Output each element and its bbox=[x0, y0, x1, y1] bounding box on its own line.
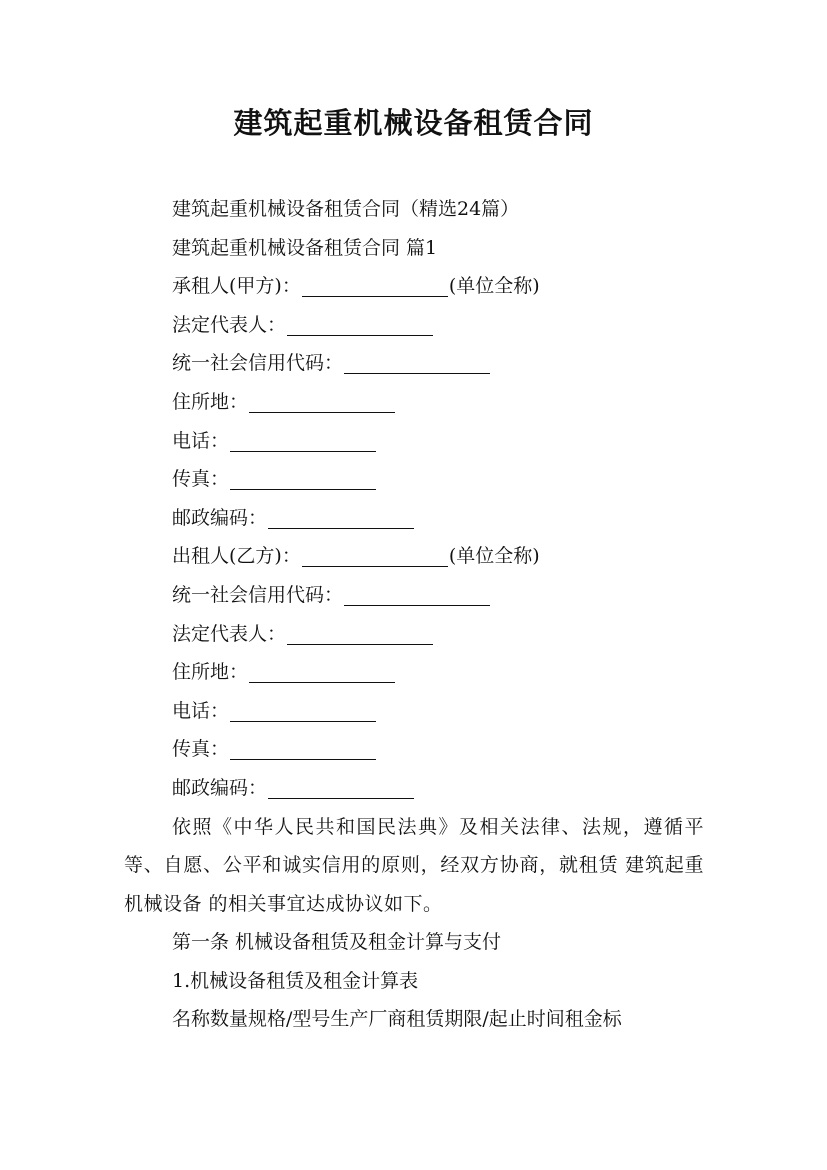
lessee-rep-label: 法定代表人： bbox=[172, 313, 287, 336]
lessee-address-field bbox=[124, 383, 704, 422]
table-header-line: 名称数量规格/型号生产厂商租赁期限/起止时间租金标 bbox=[172, 1008, 622, 1031]
lessee-fax-blank[interactable] bbox=[230, 488, 376, 490]
lessor-credit-label: 统一社会信用代码： bbox=[172, 583, 344, 606]
lessor-postcode-label: 邮政编码： bbox=[172, 776, 268, 799]
lessee-credit-label: 统一社会信用代码： bbox=[172, 352, 344, 375]
document-body bbox=[124, 190, 704, 1039]
line-heading: 建筑起重机械设备租赁合同（精选24篇） bbox=[172, 198, 520, 220]
lessee-fax-field bbox=[124, 460, 704, 499]
lessee-postcode-field bbox=[124, 499, 704, 538]
lessee-suffix: (单位全称) bbox=[448, 275, 540, 298]
lessor-field bbox=[124, 537, 704, 576]
lessor-address-blank[interactable] bbox=[249, 681, 395, 683]
lessor-address-label: 住所地： bbox=[172, 661, 249, 684]
lessee-field bbox=[124, 267, 704, 306]
lessor-blank[interactable] bbox=[302, 565, 448, 567]
intro-paragraph: 依照《中华人民共和国民法典》及相关法律、法规，遵循平等、自愿、公平和诚实信用的原则，经双方协商，就租赁 建筑起重机械设备 的相关事宜达成协议如下。 bbox=[124, 815, 704, 915]
lessor-suffix: (单位全称) bbox=[448, 545, 540, 568]
lessee-fax-label: 传真： bbox=[172, 468, 230, 491]
lessee-address-blank[interactable] bbox=[249, 411, 395, 413]
lessor-postcode-field bbox=[124, 769, 704, 808]
lessor-phone-label: 电话： bbox=[172, 699, 230, 722]
lessee-phone-blank[interactable] bbox=[230, 450, 376, 452]
lessor-rep-blank[interactable] bbox=[287, 643, 433, 645]
article-one-heading: 第一条 机械设备租赁及租金计算与支付 bbox=[172, 931, 502, 954]
lessee-label: 承租人(甲方)： bbox=[172, 275, 301, 298]
lessor-address-field bbox=[124, 653, 704, 692]
lessor-rep-field bbox=[124, 615, 704, 654]
line-section-title: 建筑起重机械设备租赁合同 篇1 bbox=[172, 236, 438, 259]
lessee-phone-field bbox=[124, 422, 704, 461]
document-title: 建筑起重机械设备租赁合同 bbox=[233, 106, 594, 140]
lessee-address-label: 住所地： bbox=[172, 390, 249, 413]
lessor-rep-label: 法定代表人： bbox=[172, 622, 287, 645]
lessee-rep-blank[interactable] bbox=[287, 334, 433, 336]
lessor-phone-field bbox=[124, 692, 704, 731]
lessor-label: 出租人(乙方)： bbox=[172, 545, 301, 568]
lessor-postcode-blank[interactable] bbox=[268, 797, 414, 799]
clause-1-heading: 1.机械设备租赁及租金计算表 bbox=[172, 969, 419, 992]
lessee-credit-blank[interactable] bbox=[344, 372, 490, 374]
lessee-credit-field bbox=[124, 344, 704, 383]
lessee-phone-label: 电话： bbox=[172, 429, 230, 452]
lessee-blank[interactable] bbox=[302, 295, 448, 297]
lessor-fax-field bbox=[124, 730, 704, 769]
lessee-postcode-label: 邮政编码： bbox=[172, 506, 268, 529]
lessor-fax-blank[interactable] bbox=[230, 758, 376, 760]
lessor-credit-field bbox=[124, 576, 704, 615]
lessee-rep-field bbox=[124, 306, 704, 345]
lessor-fax-label: 传真： bbox=[172, 738, 230, 761]
lessor-credit-blank[interactable] bbox=[344, 604, 490, 606]
lessor-phone-blank[interactable] bbox=[230, 720, 376, 722]
lessee-postcode-blank[interactable] bbox=[268, 527, 414, 529]
